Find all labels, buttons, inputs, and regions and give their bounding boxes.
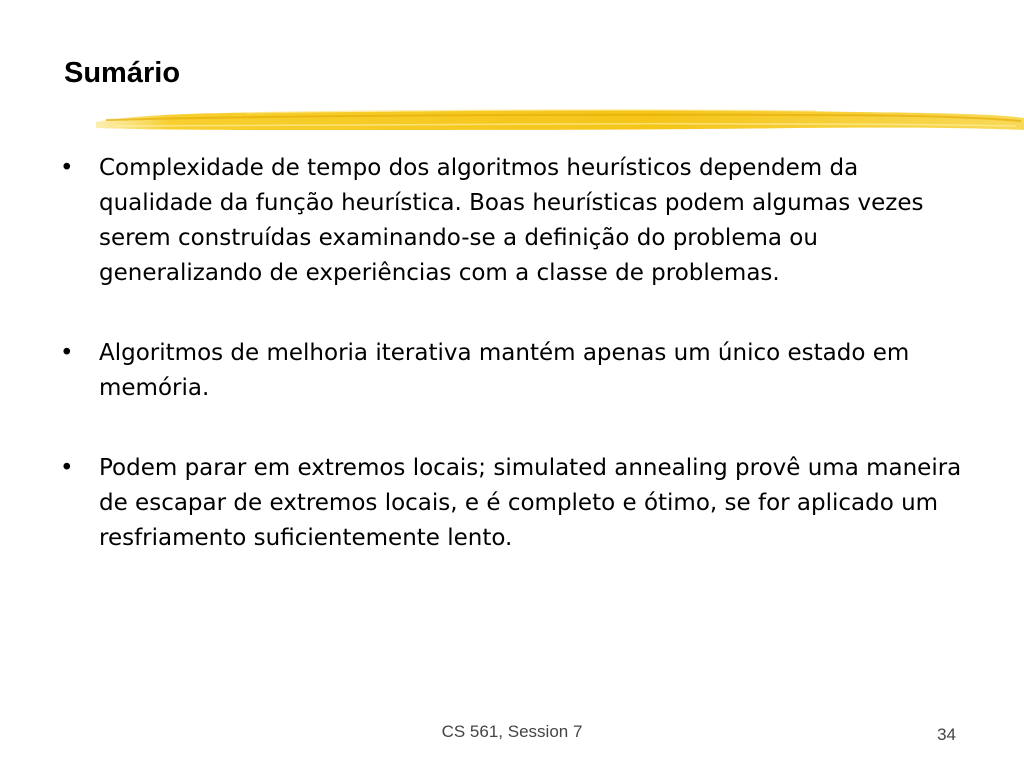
bullet-text: Complexidade de tempo dos algoritmos heurísticos dependem da qualidade da função heurística. Boas heurísticas podem algumas vezes serem construídas examinando-se a definição do problema ou generalizando de experiências com a classe de problemas. (99, 155, 924, 286)
bullet-marker: • (60, 455, 74, 481)
slide-footer: CS 561, Session 7 (441, 722, 583, 741)
bullet-item (60, 451, 970, 556)
bullet-text: Podem parar em extremos locais; simulated annealing provê uma maneira de escapar de extremos locais, e é completo e ótimo, se for aplicado um resfriamento suficientemente lento. (99, 455, 962, 551)
bullet-marker: • (60, 155, 74, 181)
slide-title: Sumário (64, 57, 181, 89)
bullet-marker: • (60, 340, 74, 366)
bullet-list (60, 151, 970, 601)
bullet-text: Algoritmos de melhoria iterativa mantém apenas um único estado em memória. (99, 340, 910, 401)
bullet-item (60, 151, 970, 291)
bullet-item (60, 336, 970, 406)
page-number: 34 (937, 725, 956, 744)
title-underline-brush (96, 100, 1024, 140)
